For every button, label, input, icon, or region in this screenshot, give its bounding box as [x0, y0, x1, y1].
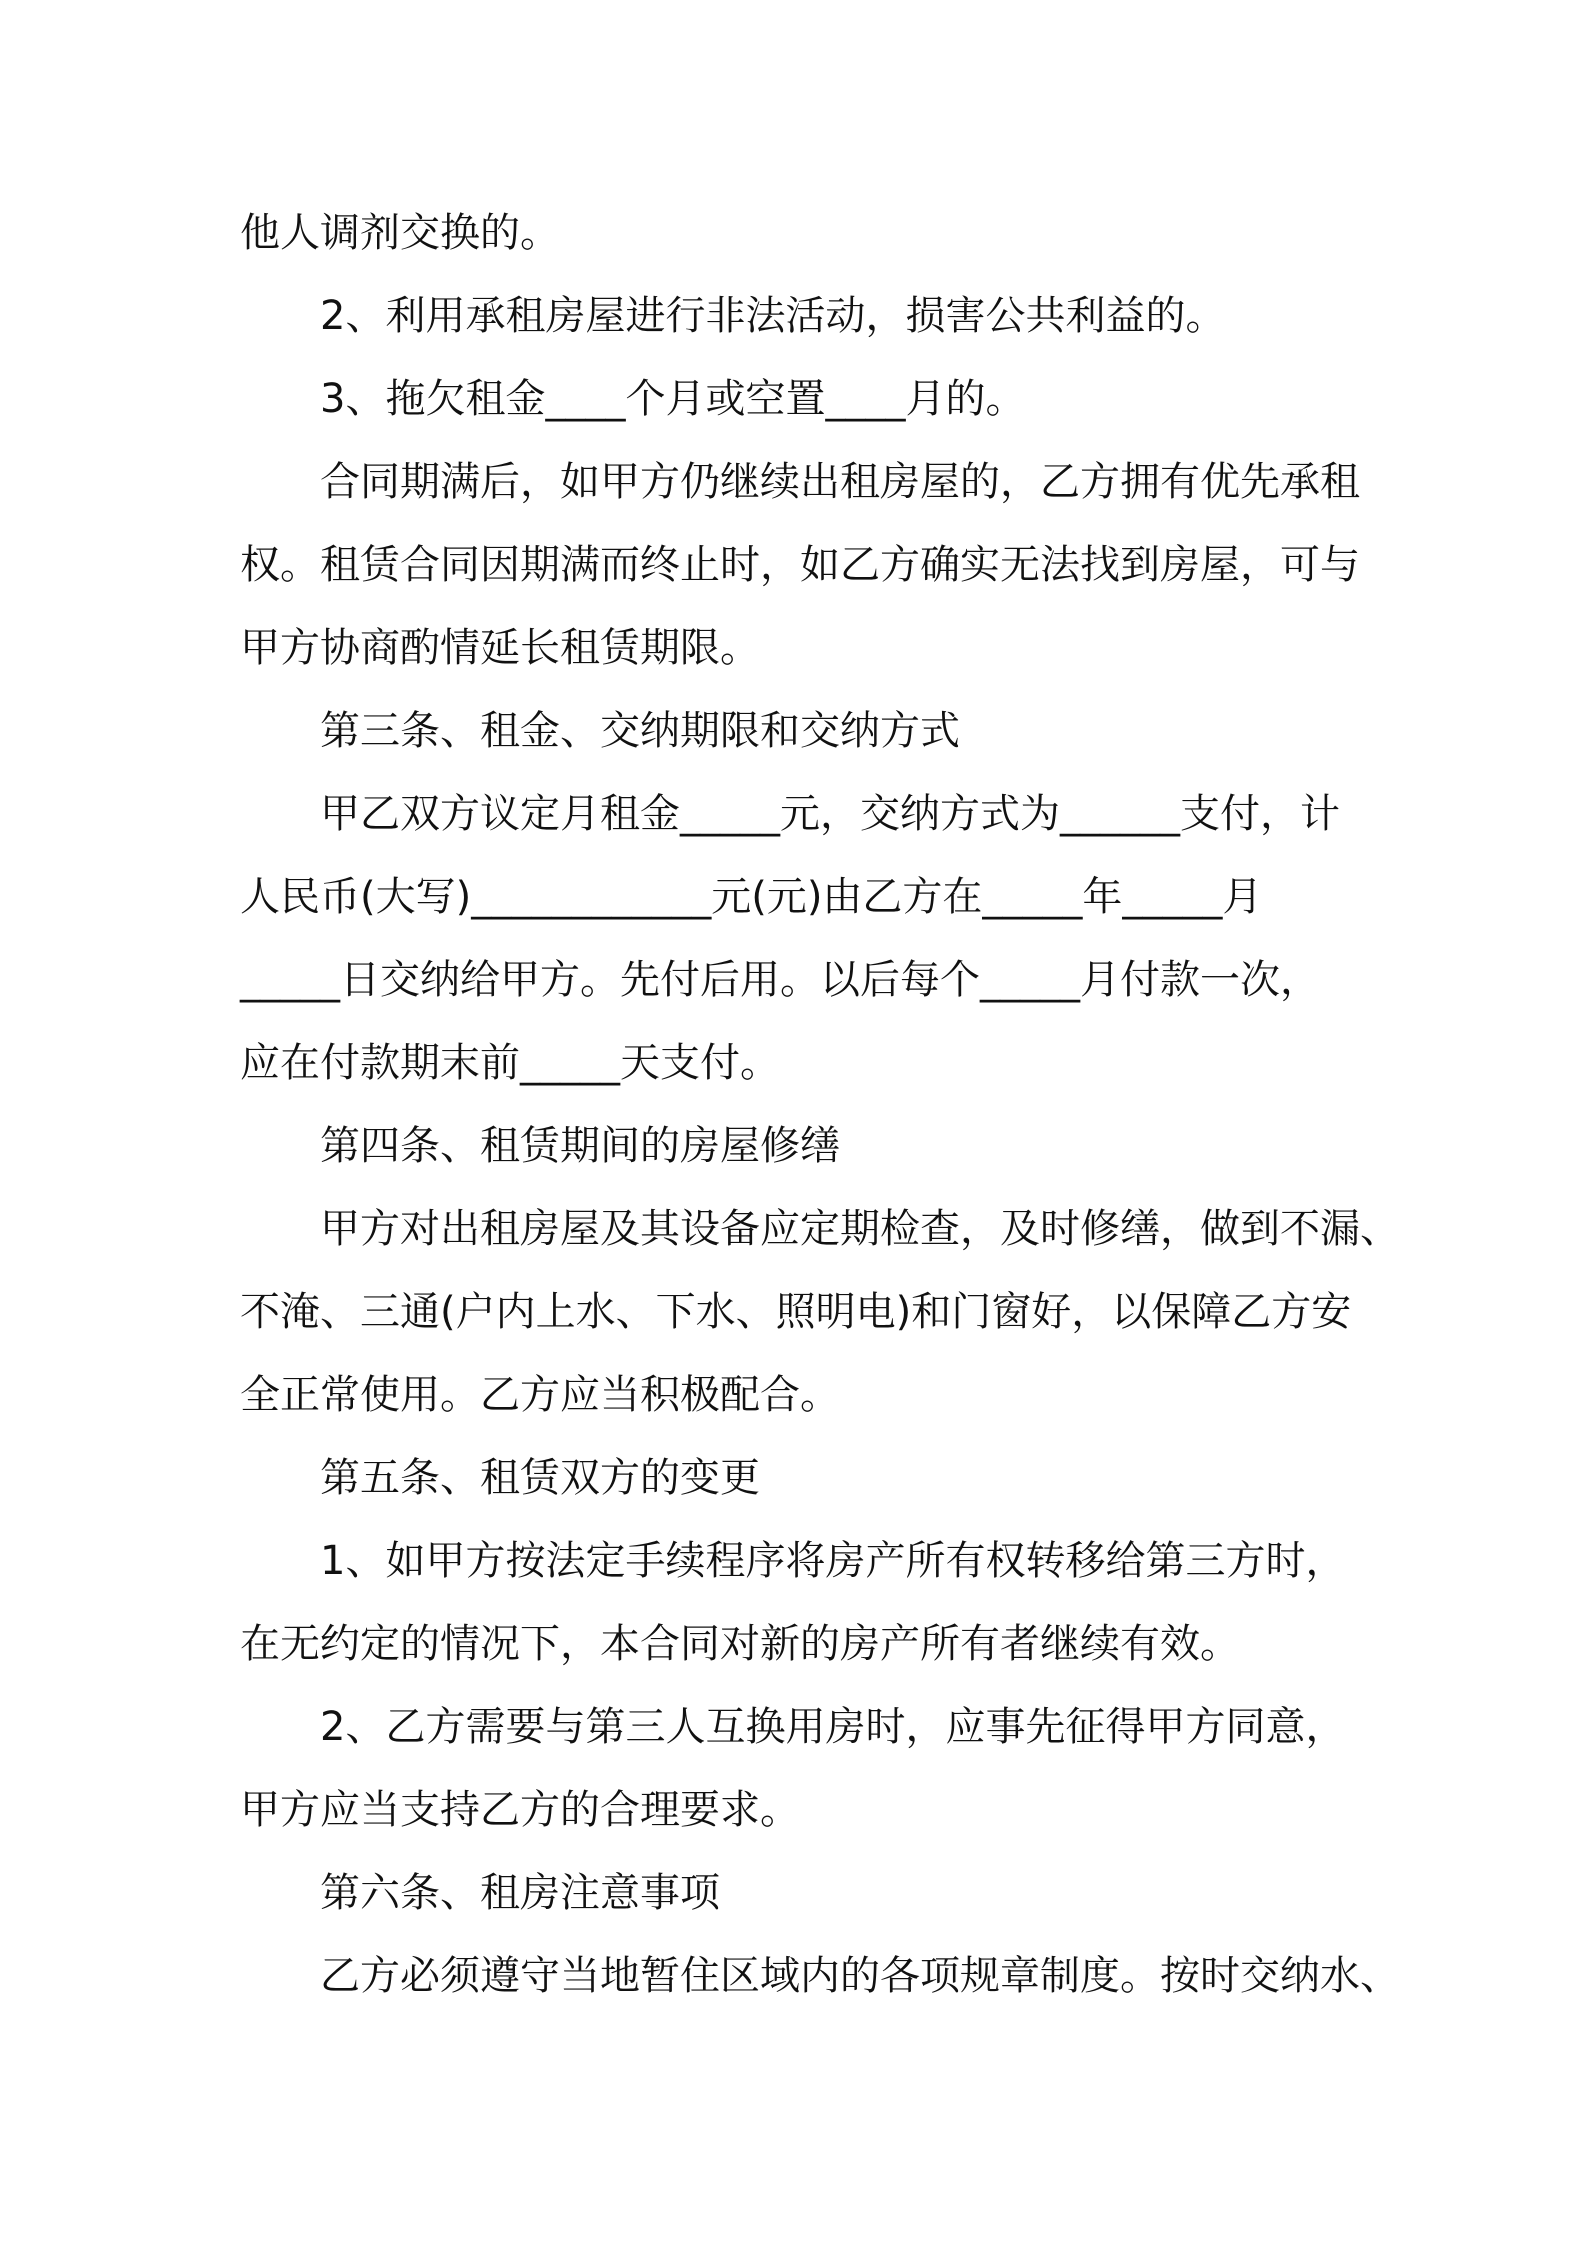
text-line: 2、乙方需要与第三人互换用房时，应事先征得甲方同意， — [320, 1704, 1346, 1750]
text-line: 甲乙双方议定月租金_____元，交纳方式为______支付，计 — [320, 791, 1340, 837]
document-body — [240, 192, 1400, 2018]
text-line: 合同期满后，如甲方仍继续出租房屋的，乙方拥有优先承租 — [320, 459, 1360, 505]
text-line: 权。租赁合同因期满而终止时，如乙方确实无法找到房屋，可与 — [240, 542, 1360, 588]
text-line: 2、利用承租房屋进行非法活动，损害公共利益的。 — [320, 293, 1226, 339]
text-line: 在无约定的情况下，本合同对新的房产所有者继续有效。 — [240, 1621, 1240, 1667]
text-line: 3、拖欠租金____个月或空置____月的。 — [320, 376, 1026, 422]
text-line: 甲方应当支持乙方的合理要求。 — [240, 1787, 800, 1833]
section-heading: 第三条、租金、交纳期限和交纳方式 — [320, 708, 960, 754]
section-heading: 第五条、租赁双方的变更 — [320, 1455, 760, 1501]
text-line: 他人调剂交换的。 — [240, 210, 560, 256]
text-line: 应在付款期末前_____天支付。 — [240, 1040, 780, 1086]
text-line: 甲方对出租房屋及其设备应定期检查，及时修缮，做到不漏、 — [320, 1206, 1400, 1252]
section-heading: 第六条、租房注意事项 — [320, 1870, 720, 1916]
text-line: 全正常使用。乙方应当积极配合。 — [240, 1372, 840, 1418]
text-line: 乙方必须遵守当地暂住区域内的各项规章制度。按时交纳水、 — [320, 1953, 1400, 1999]
text-line: 人民币(大写)____________元(元)由乙方在_____年_____月 — [240, 874, 1263, 920]
text-line: 甲方协商酌情延长租赁期限。 — [240, 625, 760, 671]
text-line: 不淹、三通(户内上水、下水、照明电)和门窗好，以保障乙方安 — [240, 1289, 1352, 1335]
text-line: 1、如甲方按法定手续程序将房产所有权转移给第三方时， — [320, 1538, 1346, 1584]
section-heading: 第四条、租赁期间的房屋修缮 — [320, 1123, 840, 1169]
text-line: _____日交纳给甲方。先付后用。以后每个_____月付款一次， — [240, 957, 1320, 1003]
